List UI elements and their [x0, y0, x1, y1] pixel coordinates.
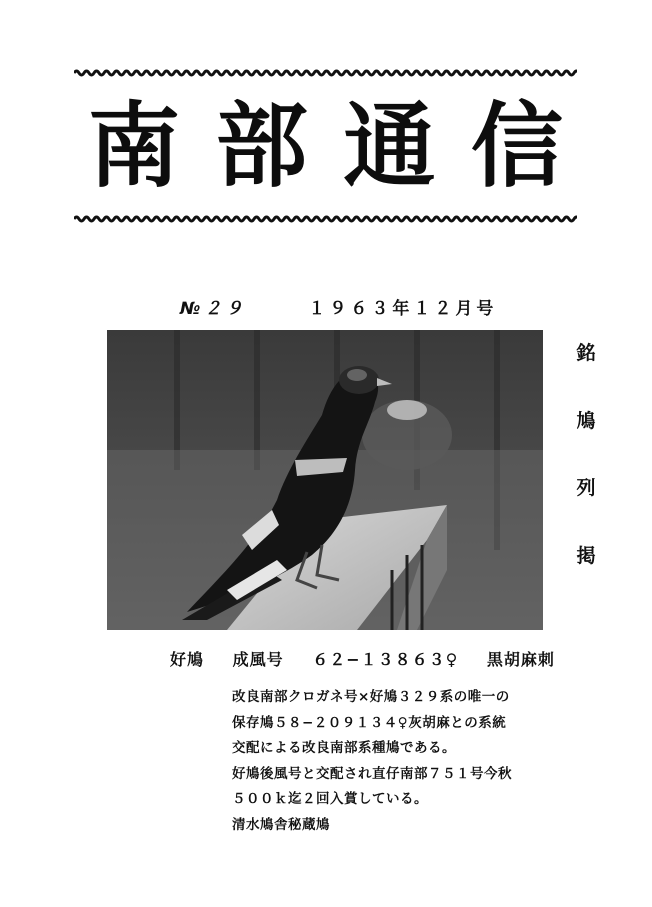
issue-line — [180, 294, 497, 319]
description-block — [232, 685, 612, 838]
description-line-3: 交配による改良南部系種鳩である。 — [232, 740, 456, 756]
caption-ring: ６２−１３８６３♀ — [312, 650, 459, 669]
masthead-title — [74, 92, 577, 202]
issue-date: １９６３年１２月号 — [308, 299, 498, 319]
side-vertical-label — [566, 338, 606, 568]
description-line-1: 改良南部クロガネ号×好鳩３２９系の唯一の — [232, 689, 510, 705]
description-line-6: 清水鳩舎秘蔵鳩 — [232, 816, 330, 833]
top-wave-rule — [74, 68, 577, 78]
caption-name: 成風号 — [232, 650, 284, 669]
caption-color: 黒胡麻刺 — [486, 650, 555, 669]
pigeon-photo-illustration — [107, 330, 543, 630]
title-char-2: 部 — [215, 93, 308, 200]
side-char-3: 列 — [576, 477, 596, 500]
side-char-2: 鳩 — [576, 409, 596, 432]
description-line-2: 保存鳩５８−２０９１３４♀灰胡麻との系統 — [232, 714, 507, 731]
side-char-4: 掲 — [576, 544, 596, 567]
caption-prefix: 好鳩 — [170, 650, 205, 669]
pigeon-photo — [107, 330, 543, 630]
title-char-1: 南 — [88, 93, 181, 200]
photo-caption — [170, 647, 577, 670]
description-line-5: ５００ｋ迄２回入賞している。 — [232, 791, 428, 807]
issue-number: №２９ — [180, 299, 247, 319]
bottom-wave-rule — [74, 214, 577, 224]
title-char-4: 信 — [470, 93, 563, 200]
title-char-3: 通 — [343, 93, 436, 200]
description-line-4: 好鳩後風号と交配され直仔南部７５１号今秋 — [232, 765, 512, 782]
side-char-1: 銘 — [576, 342, 596, 364]
